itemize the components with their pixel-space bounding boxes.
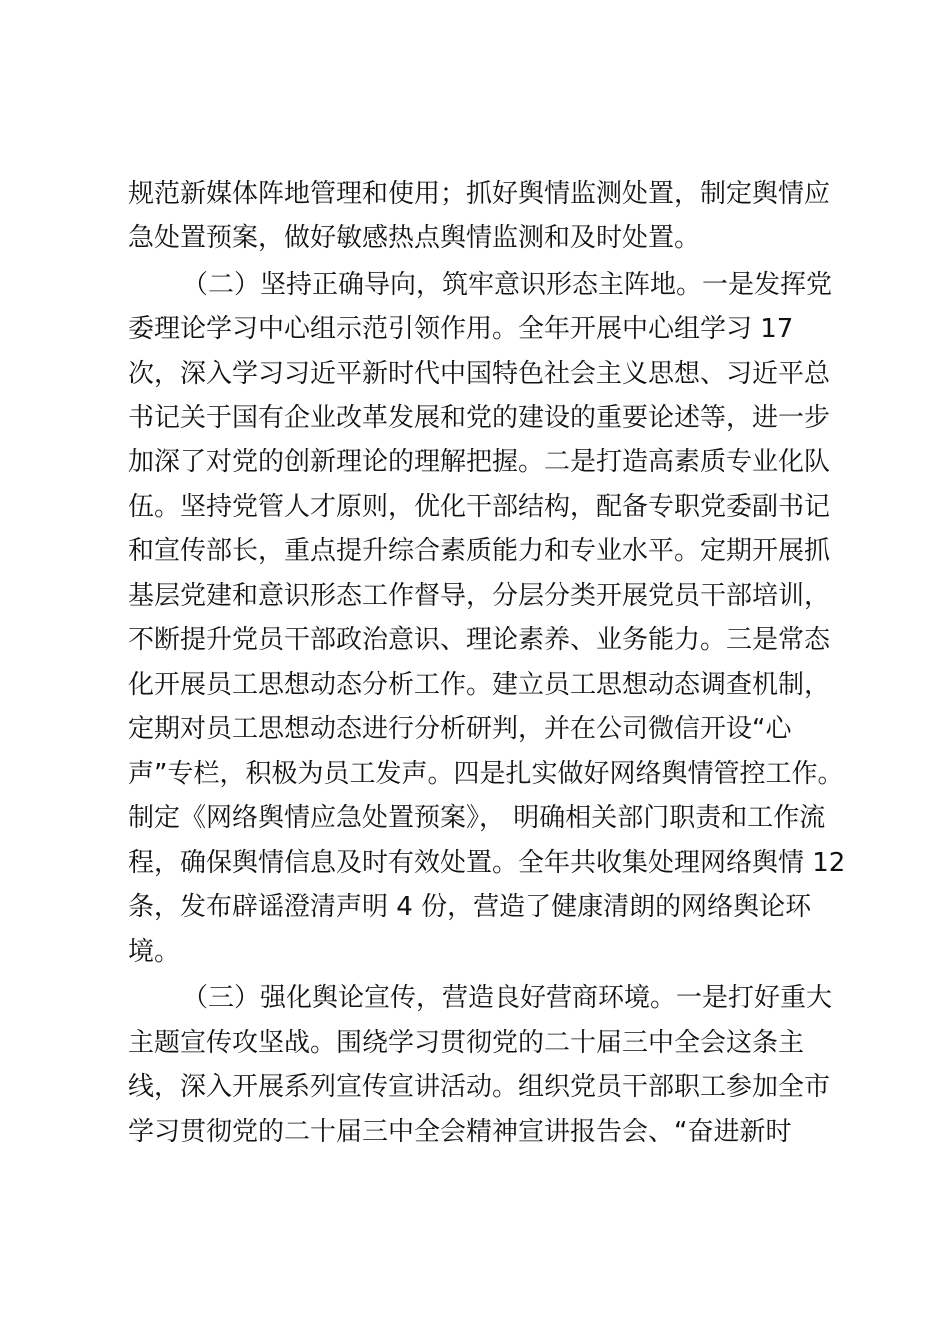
text-line: 次，深入学习习近平新时代中国特色社会主义思想、习近平总 [128,359,831,389]
text-line: 加深了对党的创新理论的理解把握。二是打造高素质专业化队 [128,447,831,477]
text-line: 定期对员工思想动态进行分析研判，并在公司微信开设“心 [128,714,792,744]
paragraph-start-line: （二）坚持正确导向，筑牢意识形态主阵地。一是发挥党 [182,270,833,300]
text-line: 线，深入开展系列宣传宣讲活动。组织党员干部职工参加全市 [128,1072,831,1102]
text-line: 伍。坚持党管人才原则，优化干部结构，配备专职党委副书记 [128,492,831,522]
text-line: 条，发布辟谣澄清声明 4 份，营造了健康清朗的网络舆论环 [128,892,812,922]
text-line: 规范新媒体阵地管理和使用；抓好舆情监测处置，制定舆情应 [128,179,831,209]
text-line: 委理论学习中心组示范引领作用。全年开展中心组学习 17 [128,314,794,344]
text-line: 不断提升党员干部政治意识、理论素养、业务能力。三是常态 [128,625,831,655]
text-line: 声”专栏，积极为员工发声。四是扎实做好网络舆情管控工作。 [128,759,844,789]
text-line: 制定《网络舆情应急处置预案》， 明确相关部门职责和工作流 [128,803,826,833]
text-line: 学习贯彻党的二十届三中全会精神宣讲报告会、“奋进新时 [128,1117,792,1147]
text-line: 基层党建和意识形态工作督导，分层分类开展党员干部培训， [128,581,831,611]
text-line: 和宣传部长，重点提升综合素质能力和专业水平。定期开展抓 [128,536,831,566]
paragraph-start-line: （三）强化舆论宣传，营造良好营商环境。一是打好重大 [182,983,833,1013]
text-line: 主题宣传攻坚战。围绕学习贯彻党的二十届三中全会这条主 [128,1028,805,1058]
text-line: 程，确保舆情信息及时有效处置。全年共收集处理网络舆情 12 [128,848,846,878]
text-line: 境。 [128,937,181,967]
text-line: 急处置预案，做好敏感热点舆情监测和及时处置。 [128,223,701,253]
text-line: 化开展员工思想动态分析工作。建立员工思想动态调查机制， [128,670,831,700]
text-line: 书记关于国有企业改革发展和党的建设的重要论述等，进一步 [128,403,831,433]
